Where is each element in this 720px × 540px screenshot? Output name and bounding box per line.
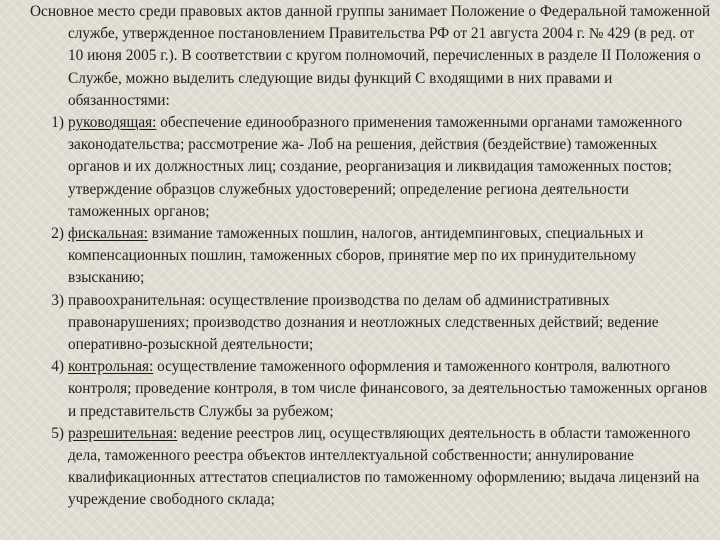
function-term: руководящая: (68, 114, 157, 132)
list-number: 4) (51, 358, 64, 376)
function-description: ведение реестров лиц, осуществляющих деятельность в области таможенного дела, таможенного реестра объектов интеллектуальной собственности; аннулирование квалификационных аттестатов специалистов по таможенному оформлению; выдача лицензий на учреждение свободного склада; (68, 424, 700, 509)
list-item (30, 356, 712, 423)
slide-text (30, 1, 712, 512)
function-term: фискальная: (68, 225, 148, 243)
list-number: 2) (51, 225, 64, 243)
function-description: осуществление производства по делам об административных правонарушениях; производство дознания и неотложных следственных действий; ведение оперативно-розыскной деятельности; (68, 291, 659, 354)
function-description: обеспечение единообразного применения таможенными органами таможенного законодательства; рассмотрение жа- Лоб на решения, действия (бездействие) таможенных органов и их должностных лиц; создание, реорганизация и ликвидация таможенных постов; утверждение образцов служебных удостоверений; определение региона деятельности таможенных органов; (68, 114, 683, 220)
function-term: правоохранительная: (68, 291, 206, 309)
function-term: контрольная: (68, 358, 154, 376)
list-number: 5) (51, 424, 64, 442)
list-item (30, 112, 712, 223)
list-number: 3) (51, 291, 64, 309)
list-item (30, 423, 712, 512)
function-term: разрешительная: (68, 424, 178, 442)
list-item (30, 290, 712, 357)
list-item (30, 223, 712, 290)
intro-paragraph: Основное место среди правовых актов данной группы занимает Положение о Федеральной таможенной службе, утвержденное постановлением Правительства РФ от 21 августа 2004 г. № 429 (в ред. от 10 июня 2005 г.). В соответствии с кругом полномочий, перечисленных в разделе II Положения о Службе, можно выделить следующие виды функций С входящими в них правами и обязанностями: (30, 3, 711, 109)
function-description: взимание таможенных пошлин, налогов, антидемпинговых, специальных и компенсационных пошлин, таможенных сборов, принятие мер по их принудительному взысканию; (68, 225, 644, 287)
function-description: осуществление таможенного оформления и таможенного контроля, валютного контроля; проведение контроля, в том числе финансового, за деятельностью таможенных органов и представительств Службы за рубежом; (68, 358, 708, 420)
list-number: 1) (51, 114, 64, 132)
